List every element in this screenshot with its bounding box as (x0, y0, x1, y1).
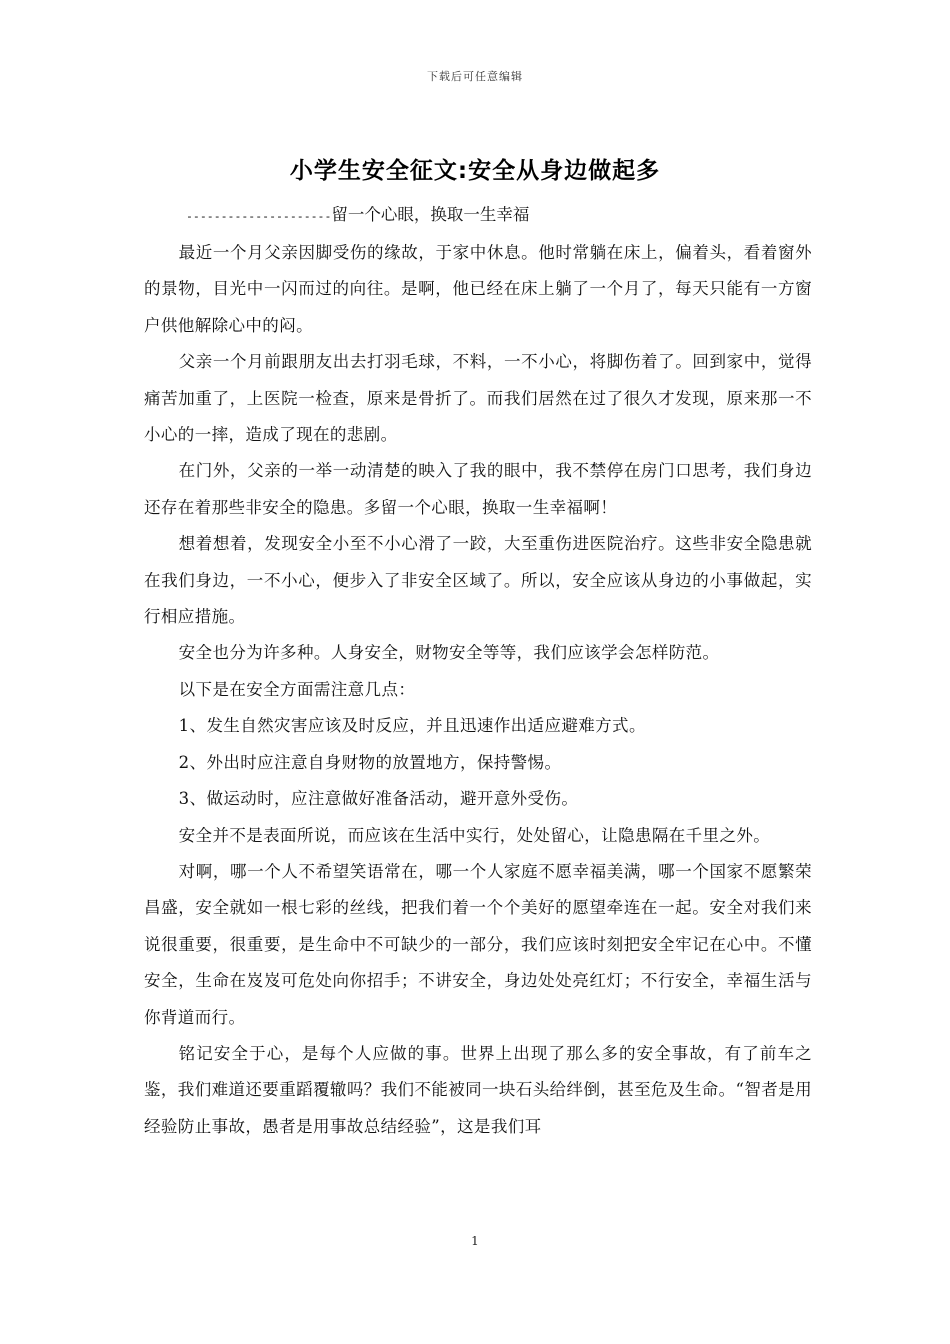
subtitle-dash-line: --------------------- (186, 209, 332, 223)
document-title: 小学生安全征文:安全从身边做起多 (289, 158, 661, 184)
document-subtitle (186, 201, 529, 225)
paragraph: 最近一个月父亲因脚受伤的缘故，于家中休息。他时常躺在床上，偏着头，看着窗外的景物，目光中一闪而过的向往。是啊，他已经在床上躺了一个月了，每天只能有一方窗户供他解除心中的闷。 (144, 243, 812, 335)
paragraph: 父亲一个月前跟朋友出去打羽毛球，不料，一不小心，将脚伤着了。回到家中，觉得痛苦加重了，上医院一检查，原来是骨折了。而我们居然在过了很久才发现，原来那一不小心的一摔，造成了现在的悲剧。 (144, 352, 812, 445)
page-header-note: 下载后可任意编辑 (427, 70, 523, 83)
list-item: 3、做运动时，应注意做好准备活动，避开意外受伤。 (178, 789, 579, 809)
paragraph: 以下是在安全方面需注意几点： (178, 679, 416, 699)
page-number: 1 (471, 1234, 479, 1248)
paragraph: 安全并不是表面所说，而应该在生活中实行，处处留心，让隐患隔在千里之外。 (178, 825, 771, 845)
document-body (144, 235, 812, 1145)
list-item: 1、发生自然灾害应该及时反应，并且迅速作出适应避难方式。 (178, 716, 646, 736)
list-item: 2、外出时应注意自身财物的放置地方，保持警惕。 (178, 752, 562, 772)
paragraph: 想着想着，发现安全小至不小心滑了一跤，大至重伤进医院治疗。这些非安全隐患就在我们身边，一不小心，便步入了非安全区域了。所以，安全应该从身边的小事做起，实行相应措施。 (144, 534, 812, 627)
paragraph: 在门外，父亲的一举一动清楚的映入了我的眼中，我不禁停在房门口思考，我们身边还存在着那些非安全的隐患。多留一个心眼，换取一生幸福啊！ (144, 461, 812, 517)
subtitle-text: 留一个心眼，换取一生幸福 (331, 205, 530, 224)
paragraph: 对啊，哪一个人不希望笑语常在，哪一个人家庭不愿幸福美满，哪一个国家不愿繁荣昌盛，安全就如一根七彩的丝线，把我们着一个个美好的愿望牵连在一起。安全对我们来说很重要，很重要，是生命中不可缺少的一部分，我们应该时刻把安全牢记在心中。不懂安全，生命在岌岌可危处向你招手；不讲安全，身边处处亮红灯；不行安全，幸福生活与你背道而行。 (144, 861, 812, 1027)
paragraph: 安全也分为许多种。人身安全，财物安全等等，我们应该学会怎样防范。 (178, 643, 720, 663)
paragraph: 铭记安全于心，是每个人应做的事。世界上出现了那么多的安全事故，有了前车之鉴，我们难道还要重蹈覆辙吗？我们不能被同一块石头给绊倒，甚至危及生命。“智者是用经验防止事故，愚者是用事故总结经验”，这是我们耳 (144, 1043, 812, 1136)
